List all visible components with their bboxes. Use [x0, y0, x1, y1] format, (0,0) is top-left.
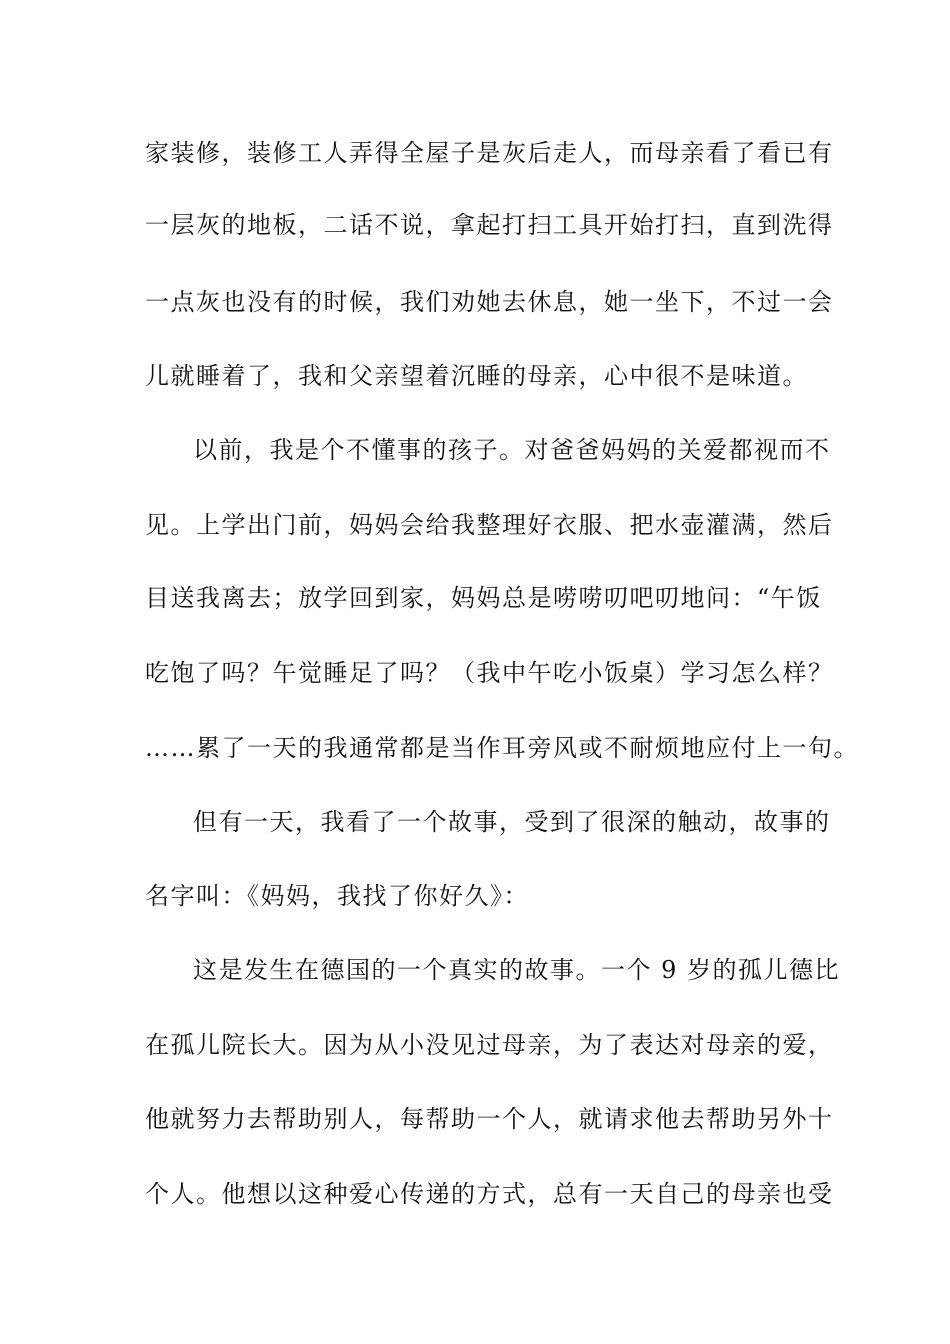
text-line: 一层灰的地板，二话不说，拿起打扫工具开始打扫，直到洗得	[145, 211, 834, 239]
paragraph-first-line: 以前，我是个不懂事的孩子。对爸爸妈妈的关爱都视而不	[193, 436, 831, 464]
text-line: 目送我离去；放学回到家，妈妈总是唠唠叨吧叨地问：“午饭	[145, 584, 822, 612]
text-line: 他就努力去帮助别人，每帮助一个人，就请求他去帮助另外十	[145, 1105, 834, 1133]
text-line: 见。上学出门前，妈妈会给我整理好衣服、把水壶灌满，然后	[145, 511, 834, 539]
text-line: 名字叫：《妈妈，我找了你好久》：	[145, 882, 529, 910]
text-line: 儿就睡着了，我和父亲望着沉睡的母亲，心中很不是味道。	[145, 362, 808, 390]
paragraph-first-line: 这是发生在德国的一个真实的故事。一个 9 岁的孤儿德比	[193, 956, 841, 984]
paragraph-first-line: 但有一天，我看了一个故事，受到了很深的触动，故事的	[193, 808, 831, 836]
text-line: 在孤儿院长大。因为从小没见过母亲，为了表达对母亲的爱，	[145, 1031, 834, 1059]
text-line: ……累了一天的我通常都是当作耳旁风或不耐烦地应付上一句。	[145, 734, 859, 762]
text-line: 家装修，装修工人弄得全屋子是灰后走人，而母亲看了看已有	[145, 139, 834, 167]
text-line: 吃饱了吗？午觉睡足了吗？（我中午吃小饭桌）学习怎么样？	[145, 659, 834, 687]
text-line: 个人。他想以这种爱心传递的方式，总有一天自己的母亲也受	[145, 1180, 834, 1208]
text-line: 一点灰也没有的时候，我们劝她去休息，她一坐下，不过一会	[145, 288, 834, 316]
